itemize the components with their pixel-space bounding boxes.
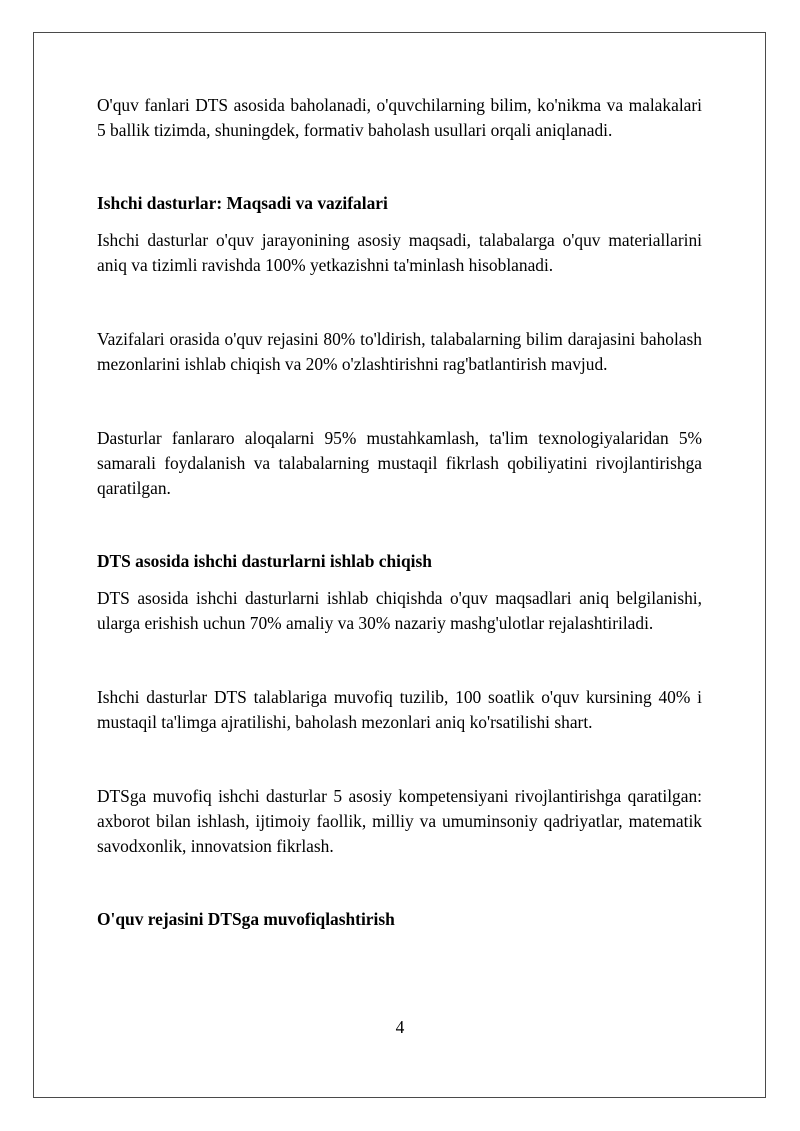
- paragraph: Ishchi dasturlar o'quv jarayonining asosiy maqsadi, talabalarga o'quv materiallarini aniq va tizimli ravishda 100% yetkazishni ta'minlash hisoblanadi.: [97, 230, 702, 275]
- paragraph: DTS asosida ishchi dasturlarni ishlab chiqishda o'quv maqsadlari aniq belgilanishi, ularga erishish uchun 70% amaliy va 30% nazariy mashg'ulotlar rejalashtiriladi.: [97, 588, 702, 633]
- paragraph: Vazifalari orasida o'quv rejasini 80% to'ldirish, talabalarning bilim darajasini baholash mezonlarini ishlab chiqish va 20% o'zlashtirishni rag'batlantirish mavjud.: [97, 329, 702, 374]
- paragraph: DTSga muvofiq ishchi dasturlar 5 asosiy kompetensiyani rivojlantirishga qaratilgan: axborot bilan ishlash, ijtimoiy faollik, milliy va umuminsoniy qadriyatlar, matematik savodxonlik, innovatsion fikrlash.: [97, 786, 702, 856]
- section-heading: O'quv rejasini DTSga muvofiqlashtirish: [97, 909, 395, 929]
- page-number: 4: [395, 1017, 405, 1037]
- paragraph: Ishchi dasturlar DTS talablariga muvofiq tuzilib, 100 soatlik o'quv kursining 40% i mustaqil ta'limga ajratilishi, baholash mezonlari aniq ko'rsatilishi shart.: [97, 687, 702, 732]
- paragraph: O'quv fanlari DTS asosida baholanadi, o'quvchilarning bilim, ko'nikma va malakalari 5 ballik tizimda, shuningdek, formativ baholash usullari orqali aniqlanadi.: [97, 95, 702, 140]
- section-heading: DTS asosida ishchi dasturlarni ishlab chiqish: [97, 551, 432, 571]
- section-heading: Ishchi dasturlar: Maqsadi va vazifalari: [97, 193, 388, 213]
- document-body: [97, 93, 702, 932]
- paragraph: Dasturlar fanlararo aloqalarni 95% mustahkamlash, ta'lim texnologiyalaridan 5% samarali foydalanish va talabalarning mustaqil fikrlash qobiliyatini rivojlantirishga qaratilgan.: [97, 428, 702, 498]
